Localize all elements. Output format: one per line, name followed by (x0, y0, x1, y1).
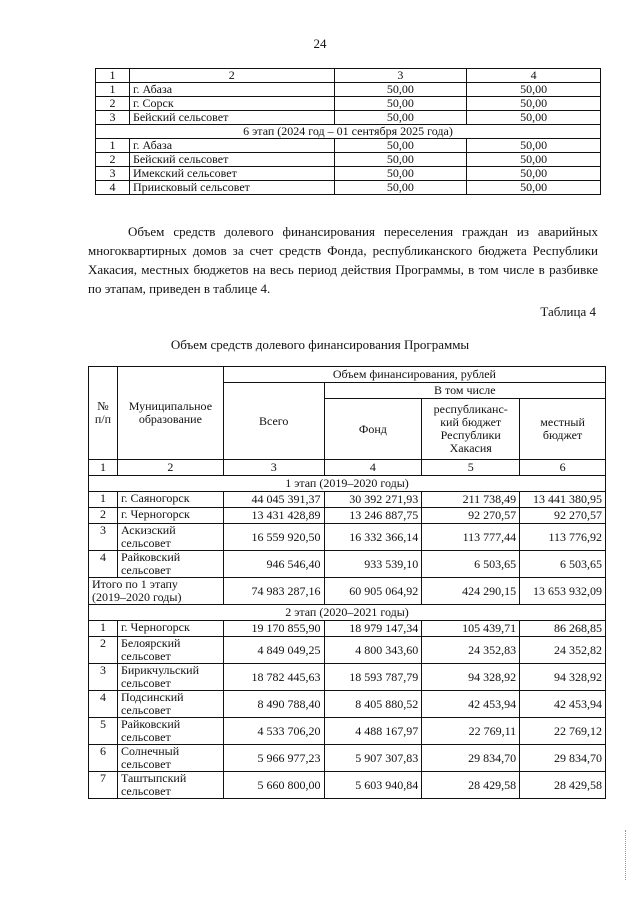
value-cell: 113 776,92 (520, 524, 606, 551)
table-row (89, 772, 606, 799)
row-number: 3 (89, 524, 118, 551)
table-row (96, 153, 601, 167)
municipality-cell: Райковский сельсовет (117, 551, 223, 578)
page-number: 24 (313, 36, 327, 51)
value-cell: 18 979 147,34 (324, 621, 422, 637)
value-cell: 50,00 (467, 139, 601, 153)
value-cell: 2 (96, 153, 130, 167)
value-cell: 2 (96, 97, 130, 111)
value-cell: 6 503,65 (422, 551, 520, 578)
value-cell: 22 769,12 (520, 718, 606, 745)
value-cell: 50,00 (334, 153, 467, 167)
row-number: 4 (89, 691, 118, 718)
value-cell: 50,00 (334, 97, 467, 111)
stage-title: 1 этап (2019–2020 годы) (89, 476, 606, 492)
table-row (96, 139, 601, 153)
municipality-cell: Приисковый сельсовет (129, 181, 334, 195)
table-row (89, 691, 606, 718)
value-cell: 28 429,58 (520, 772, 606, 799)
municipality-cell: Бейский сельсовет (129, 153, 334, 167)
total-value: 424 290,15 (422, 578, 520, 605)
table-row (89, 621, 606, 637)
value-cell: 13 441 380,95 (520, 492, 606, 508)
column-number: 3 (334, 69, 467, 83)
stage-title: 6 этап (2024 год – 01 сентября 2025 года) (96, 125, 601, 139)
value-cell: 16 332 366,14 (324, 524, 422, 551)
municipality-cell: г. Черногорск (117, 508, 223, 524)
row-number: 5 (89, 718, 118, 745)
value-cell: 30 392 271,93 (324, 492, 422, 508)
total-value: 60 905 064,92 (324, 578, 422, 605)
value-cell: 933 539,10 (324, 551, 422, 578)
paragraph-text: Объем средств долевого финансирования переселения граждан из аварийных многоквартирных домов за счет средств Фонда, республиканского бюджета Республики Хакасия, местных бюджетов на весь период действия Программы, в том числе в разбивке по этапам, приведен в таблице 4. (88, 224, 598, 296)
value-cell: 18 782 445,63 (223, 664, 324, 691)
total-value: 74 983 287,16 (223, 578, 324, 605)
municipality-cell: г. Саяногорск (117, 492, 223, 508)
value-cell: 44 045 391,37 (223, 492, 324, 508)
municipality-cell: Имекский сельсовет (129, 167, 334, 181)
value-cell: 5 966 977,23 (223, 745, 324, 772)
value-cell: 50,00 (467, 97, 601, 111)
table-row (89, 524, 606, 551)
value-cell: 13 431 428,89 (223, 508, 324, 524)
value-cell: 29 834,70 (520, 745, 606, 772)
table-row (89, 745, 606, 772)
row-number: 7 (89, 772, 118, 799)
table-row (96, 83, 601, 97)
municipality-cell: Солнечный сельсовет (117, 745, 223, 772)
stage-title-row (89, 476, 606, 492)
value-cell: 946 546,40 (223, 551, 324, 578)
municipality-cell: г. Сорск (129, 97, 334, 111)
value-cell: 50,00 (334, 167, 467, 181)
row-number: 6 (89, 745, 118, 772)
value-cell: 19 170 855,90 (223, 621, 324, 637)
municipality-cell: Белоярский сельсовет (117, 637, 223, 664)
table-label: Таблица 4 (540, 304, 596, 319)
value-cell: 5 660 800,00 (223, 772, 324, 799)
financing-table (88, 366, 606, 799)
value-cell: 1 (96, 83, 130, 97)
value-cell: 5 603 940,84 (324, 772, 422, 799)
stage-title-row (89, 605, 606, 621)
table-row (89, 664, 606, 691)
value-cell: 13 246 887,75 (324, 508, 422, 524)
value-cell: 3 (96, 167, 130, 181)
header-volume: Объем финансирования, рублей (223, 367, 605, 383)
value-cell: 50,00 (467, 83, 601, 97)
column-number: 6 (520, 460, 606, 476)
header-total: Всего (223, 383, 324, 460)
value-cell: 18 593 787,79 (324, 664, 422, 691)
value-cell: 8 490 788,40 (223, 691, 324, 718)
municipality-cell: Райковский сельсовет (117, 718, 223, 745)
header-municipality: Муниципальное образование (117, 367, 223, 460)
column-number: 2 (129, 69, 334, 83)
value-cell: 24 352,83 (422, 637, 520, 664)
municipality-cell: Таштыпский сельсовет (117, 772, 223, 799)
value-cell: 50,00 (467, 111, 601, 125)
table-row (96, 181, 601, 195)
value-cell: 92 270,57 (520, 508, 606, 524)
value-cell: 4 533 706,20 (223, 718, 324, 745)
value-cell: 50,00 (334, 139, 467, 153)
row-number: 4 (89, 551, 118, 578)
stage-title-row (96, 125, 601, 139)
table-title: Объем средств долевого финансирования Программы (170, 337, 470, 352)
municipality-cell: Подсинский сельсовет (117, 691, 223, 718)
municipality-cell: г. Абаза (129, 139, 334, 153)
value-cell: 3 (96, 111, 130, 125)
column-number: 4 (324, 460, 422, 476)
column-number: 2 (117, 460, 223, 476)
municipality-cell: г. Черногорск (117, 621, 223, 637)
value-cell: 4 488 167,97 (324, 718, 422, 745)
value-cell: 42 453,94 (520, 691, 606, 718)
table-header-row (96, 69, 601, 83)
value-cell: 29 834,70 (422, 745, 520, 772)
column-number: 1 (96, 69, 130, 83)
value-cell: 50,00 (467, 153, 601, 167)
value-cell: 22 769,11 (422, 718, 520, 745)
value-cell: 8 405 880,52 (324, 691, 422, 718)
header-republic: республиканс- кий бюджет Республики Хакасия (422, 399, 520, 460)
header-number: № п/п (89, 367, 118, 460)
edge-mark (622, 830, 626, 880)
header-fund: Фонд (324, 399, 422, 460)
table-row (89, 551, 606, 578)
table-row (89, 508, 606, 524)
value-cell: 28 429,58 (422, 772, 520, 799)
total-label: Итого по 1 этапу (2019–2020 годы) (89, 578, 224, 605)
value-cell: 50,00 (467, 181, 601, 195)
row-number: 3 (89, 664, 118, 691)
value-cell: 6 503,65 (520, 551, 606, 578)
municipality-cell: Аскизский сельсовет (117, 524, 223, 551)
column-number: 4 (467, 69, 601, 83)
municipality-cell: Бирикчульский сельсовет (117, 664, 223, 691)
value-cell: 94 328,92 (422, 664, 520, 691)
stage-total-row (89, 578, 606, 605)
column-numbers-row (89, 460, 606, 476)
header-including: В том числе (324, 383, 605, 399)
value-cell: 50,00 (334, 181, 467, 195)
column-number: 1 (89, 460, 118, 476)
stage-title: 2 этап (2020–2021 годы) (89, 605, 606, 621)
value-cell: 92 270,57 (422, 508, 520, 524)
continuation-table (95, 68, 601, 195)
table-row (96, 97, 601, 111)
municipality-cell: Бейский сельсовет (129, 111, 334, 125)
row-number: 2 (89, 637, 118, 664)
column-number: 3 (223, 460, 324, 476)
row-number: 1 (89, 621, 118, 637)
value-cell: 105 439,71 (422, 621, 520, 637)
value-cell: 4 849 049,25 (223, 637, 324, 664)
column-number: 5 (422, 460, 520, 476)
value-cell: 5 907 307,83 (324, 745, 422, 772)
value-cell: 1 (96, 139, 130, 153)
value-cell: 50,00 (467, 167, 601, 181)
value-cell: 42 453,94 (422, 691, 520, 718)
table-row (96, 111, 601, 125)
value-cell: 94 328,92 (520, 664, 606, 691)
table-row (89, 718, 606, 745)
row-number: 2 (89, 508, 118, 524)
header-local: местный бюджет (520, 399, 606, 460)
value-cell: 4 800 343,60 (324, 637, 422, 664)
value-cell: 50,00 (334, 111, 467, 125)
value-cell: 211 738,49 (422, 492, 520, 508)
value-cell: 113 777,44 (422, 524, 520, 551)
value-cell: 24 352,82 (520, 637, 606, 664)
value-cell: 86 268,85 (520, 621, 606, 637)
table-row (89, 637, 606, 664)
total-value: 13 653 932,09 (520, 578, 606, 605)
value-cell: 4 (96, 181, 130, 195)
value-cell: 16 559 920,50 (223, 524, 324, 551)
value-cell: 50,00 (334, 83, 467, 97)
row-number: 1 (89, 492, 118, 508)
table-row (89, 492, 606, 508)
municipality-cell: г. Абаза (129, 83, 334, 97)
table-row (96, 167, 601, 181)
